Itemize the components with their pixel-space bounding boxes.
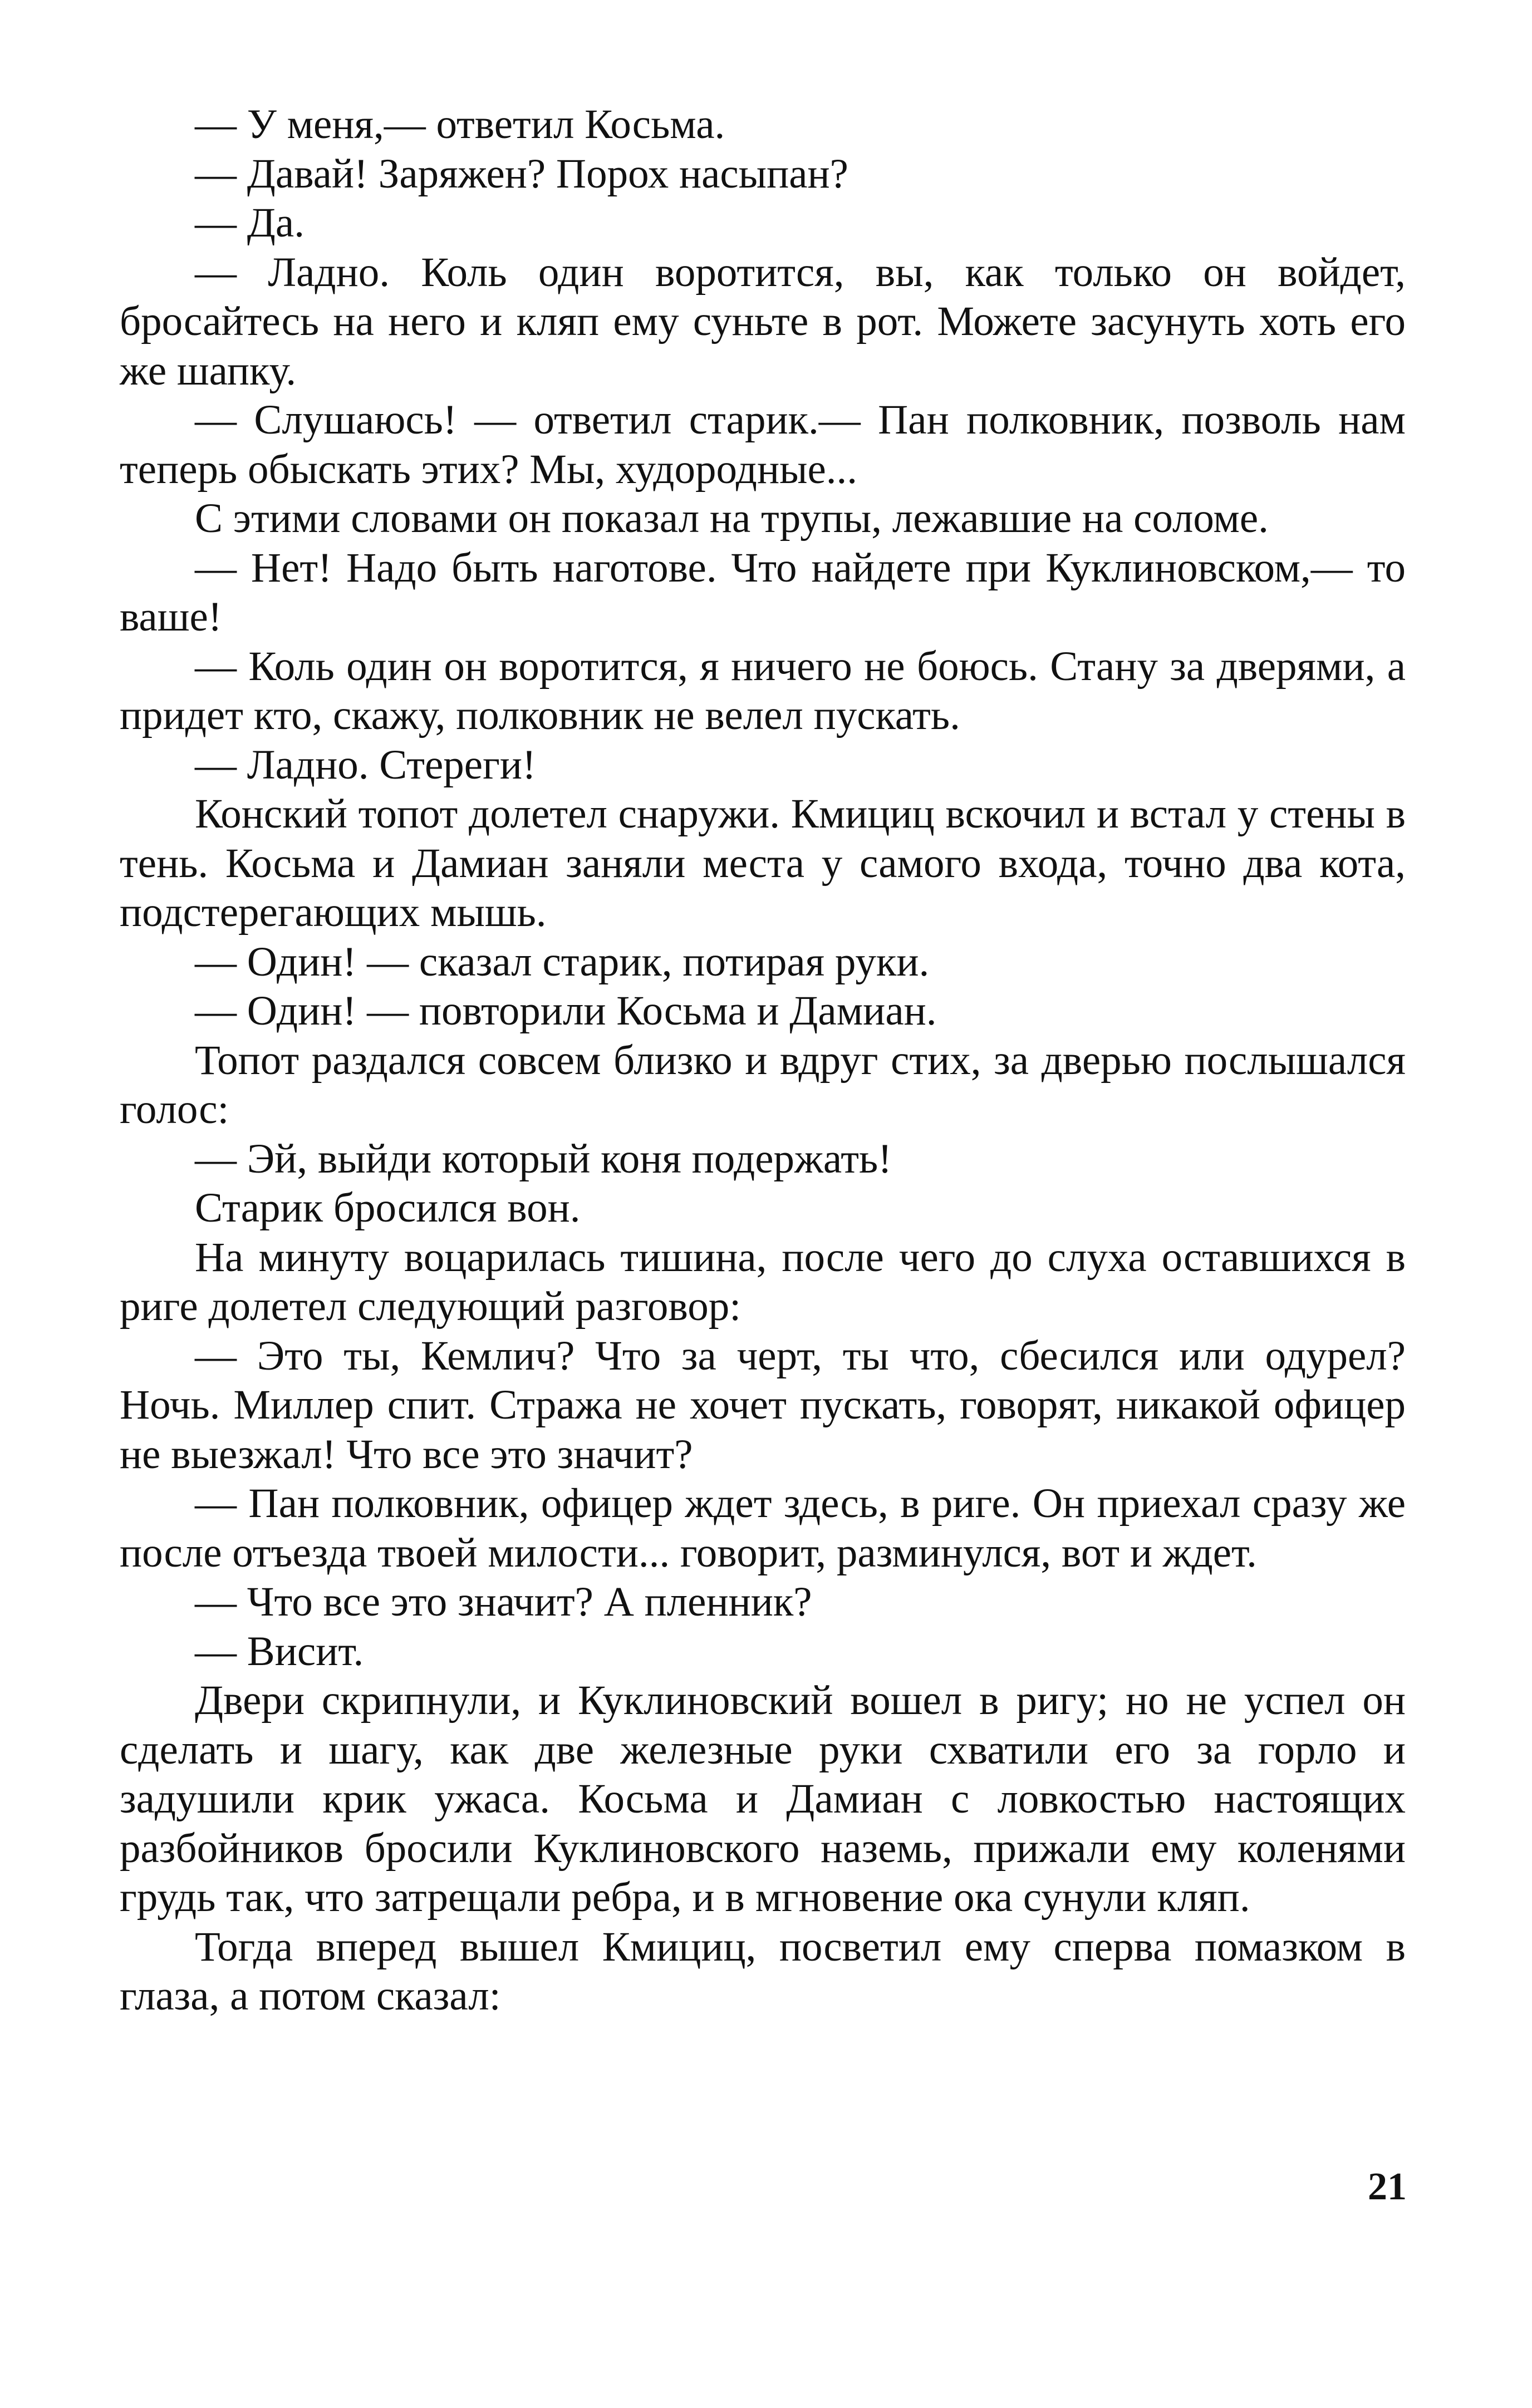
- paragraph: — Пан полковник, офицер ждет здесь, в риге. Он приехал сразу же после отъезда твоей милости... говорит, разминулся, вот и ждет.: [120, 1480, 1406, 1576]
- paragraph: — Нет! Надо быть наготове. Что найдете при Куклиновском,— то ваше!: [120, 544, 1406, 640]
- paragraph: — Давай! Заряжен? Порох насыпан?: [195, 150, 848, 197]
- paragraph: — Ладно. Стереги!: [195, 741, 536, 788]
- paragraph: На минуту воцарилась тишина, после чего до слуха оставшихся в риге долетел следующий разговор:: [120, 1234, 1406, 1329]
- paragraph: Старик бросился вон.: [195, 1185, 581, 1231]
- paragraph: Топот раздался совсем близко и вдруг стих, за дверью послышался голос:: [120, 1037, 1406, 1132]
- paragraph: — Эй, выйди который коня подержать!: [195, 1135, 892, 1182]
- paragraph: — Висит.: [195, 1628, 364, 1675]
- body-text: [120, 100, 1406, 2021]
- paragraph: — Один! — повторили Косьма и Дамиан.: [195, 988, 937, 1034]
- paragraph: С этими словами он показал на трупы, лежавшие на соломе.: [195, 495, 1269, 541]
- paragraph: — Да.: [195, 200, 305, 246]
- paragraph: — У меня,— ответил Косьма.: [195, 101, 725, 147]
- page-number: 21: [1368, 2165, 1407, 2208]
- paragraph: — Ладно. Коль один воротится, вы, как только он войдет, бросайтесь на него и кляп ему суньте в рот. Можете засунуть хоть его же шапку.: [120, 249, 1406, 394]
- paragraph: — Это ты, Кемлич? Что за черт, ты что, сбесился или одурел? Ночь. Миллер спит. Стража не хочет пускать, говорят, никакой офицер не выезжал! Что все это значит?: [120, 1332, 1406, 1478]
- paragraph: — Один! — сказал старик, потирая руки.: [195, 938, 930, 985]
- paragraph: — Что все это значит? А пленник?: [195, 1579, 812, 1625]
- paragraph: — Слушаюсь! — ответил старик.— Пан полковник, позволь нам теперь обыскать этих? Мы, худородные...: [120, 397, 1406, 493]
- paragraph: Тогда вперед вышел Кмициц, посветил ему сперва помазком в глаза, а потом сказал:: [120, 1923, 1406, 2019]
- paragraph: — Коль один он воротится, я ничего не боюсь. Стану за дверями, а придет кто, скажу, полковник не велел пускать.: [120, 643, 1406, 738]
- paragraph: Конский топот долетел снаружи. Кмициц вскочил и встал у стены в тень. Косьма и Дамиан заняли места у самого входа, точно два кота, подстерегающих мышь.: [120, 791, 1406, 935]
- paragraph: Двери скрипнули, и Куклиновский вошел в ригу; но не успел он сделать и шагу, как две железные руки схватили его за горло и задушили крик ужаса. Косьма и Дамиан с ловкостью настоящих разбойников бросили Куклиновского наземь, прижали ему коленями грудь так, что затрещали ребра, и в мгновение ока сунули кляп.: [120, 1677, 1406, 1921]
